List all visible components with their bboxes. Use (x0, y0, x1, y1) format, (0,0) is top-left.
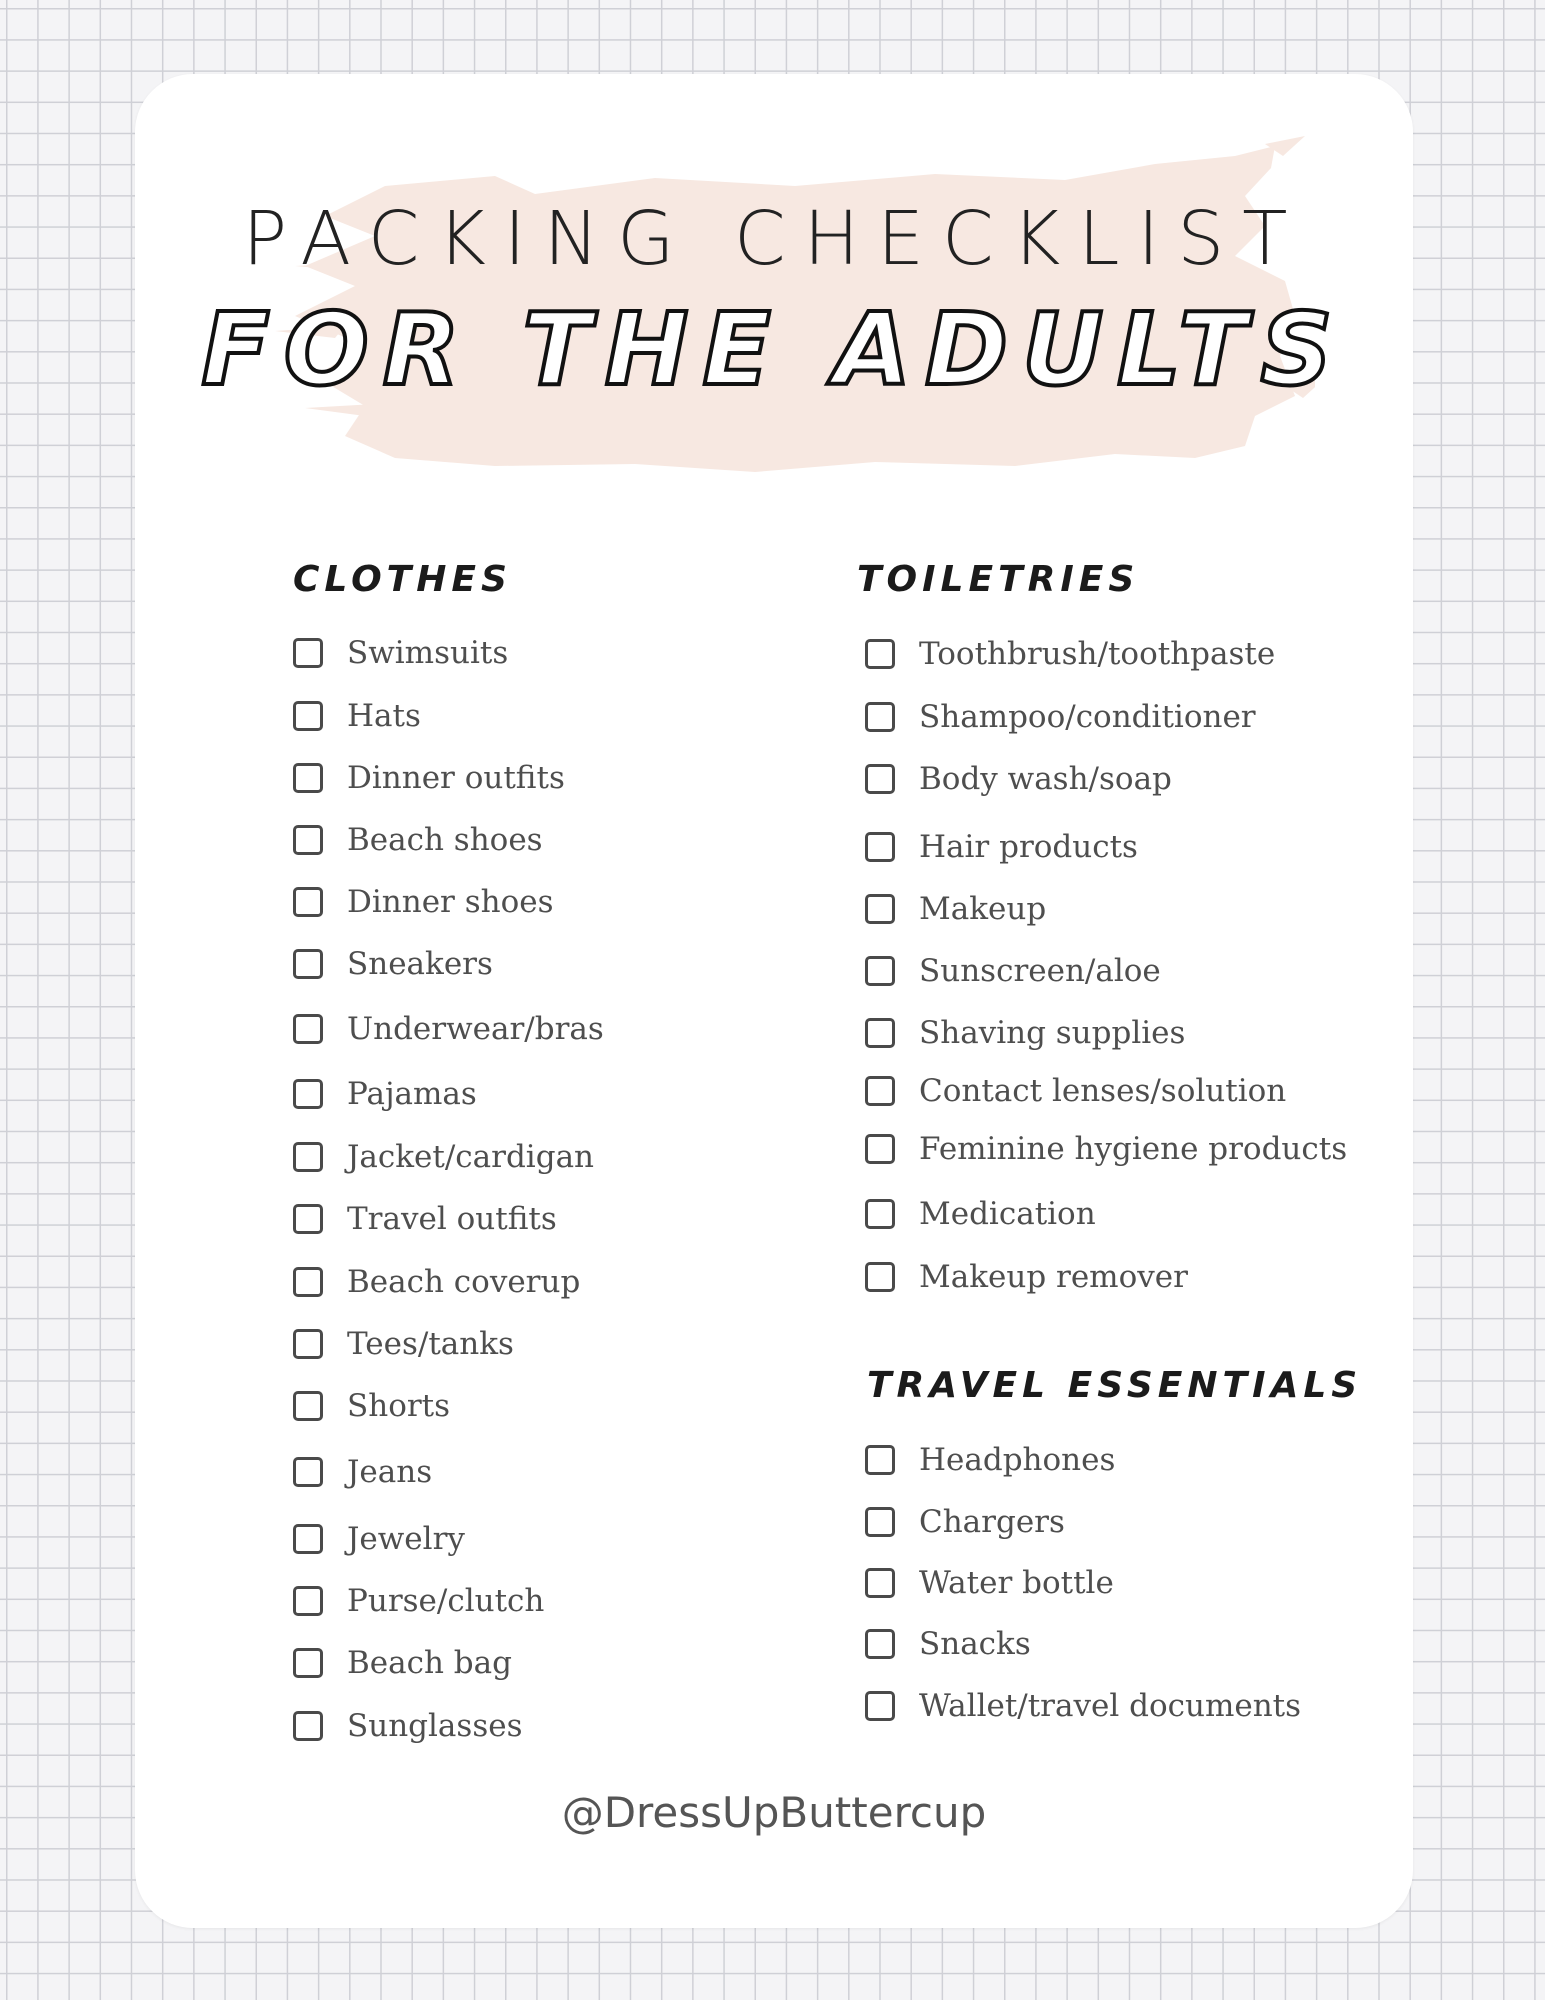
checklist-item-hats[interactable] (293, 696, 421, 736)
checkbox[interactable] (293, 1329, 323, 1359)
checkbox[interactable] (293, 1586, 323, 1616)
footer-social-handle: @DressUpButtercup (561, 1788, 987, 1837)
checkbox[interactable] (293, 1711, 323, 1741)
checkbox[interactable] (293, 1142, 323, 1172)
checkbox[interactable] (865, 1262, 895, 1292)
checklist-item-pajamas[interactable] (293, 1074, 477, 1114)
checkbox[interactable] (293, 1648, 323, 1678)
checkbox[interactable] (293, 1524, 323, 1554)
checkbox[interactable] (865, 1199, 895, 1229)
checklist-item-hair-products[interactable] (865, 827, 1138, 867)
checkbox[interactable] (865, 1691, 895, 1721)
item-label: Jeans (347, 1453, 433, 1490)
item-label: Headphones (919, 1441, 1116, 1478)
checklist-item-water-bottle[interactable] (865, 1563, 1114, 1603)
checklist-item-wallet-travel-documents[interactable] (865, 1686, 1301, 1726)
item-label: Toothbrush/toothpaste (919, 635, 1276, 672)
section-heading-travel-essentials: TRAVEL ESSENTIALS (867, 1365, 1363, 1406)
checklist-item-headphones[interactable] (865, 1440, 1115, 1480)
checklist-item-dinner-shoes[interactable] (293, 882, 554, 922)
checklist-item-beach-shoes[interactable] (293, 820, 543, 860)
checklist-item-sneakers[interactable] (293, 944, 493, 984)
checklist-item-chargers[interactable] (865, 1502, 1065, 1542)
item-label: Makeup remover (919, 1258, 1188, 1295)
item-label: Tees/tanks (347, 1325, 514, 1362)
checkbox[interactable] (293, 638, 323, 668)
item-label: Makeup (919, 890, 1047, 927)
checklist-item-tees-tanks[interactable] (293, 1324, 514, 1364)
item-label: Shaving supplies (919, 1014, 1186, 1051)
checklist-item-dinner-outfits[interactable] (293, 758, 565, 798)
checkbox[interactable] (865, 1629, 895, 1659)
checklist-item-jeans[interactable] (293, 1452, 432, 1492)
item-label: Beach bag (347, 1644, 512, 1681)
item-label: Beach shoes (347, 821, 543, 858)
item-label: Chargers (919, 1503, 1065, 1540)
item-label: Hair products (919, 828, 1138, 865)
checkbox[interactable] (293, 887, 323, 917)
checkbox[interactable] (865, 639, 895, 669)
checklist-item-snacks[interactable] (865, 1624, 1031, 1664)
item-label: Dinner outfits (347, 759, 565, 796)
checklist-item-travel-outfits[interactable] (293, 1199, 557, 1239)
item-label: Jacket/cardigan (347, 1138, 595, 1175)
item-label: Feminine hygiene products (919, 1130, 1348, 1167)
checkbox[interactable] (293, 825, 323, 855)
item-label: Dinner shoes (347, 883, 554, 920)
checklist-item-beach-coverup[interactable] (293, 1262, 580, 1302)
checklist-item-contact-lenses-solution[interactable] (865, 1071, 1286, 1111)
checkbox[interactable] (865, 894, 895, 924)
item-label: Medication (919, 1195, 1096, 1232)
checkbox[interactable] (865, 1018, 895, 1048)
checkbox[interactable] (293, 1267, 323, 1297)
item-label: Sunglasses (347, 1707, 523, 1744)
checklist-item-medication[interactable] (865, 1194, 1096, 1234)
item-label: Travel outfits (347, 1200, 557, 1237)
item-label: Snacks (919, 1625, 1031, 1662)
checklist-item-jacket-cardigan[interactable] (293, 1137, 594, 1177)
checkbox[interactable] (293, 1457, 323, 1487)
checklist-item-shaving-supplies[interactable] (865, 1013, 1185, 1053)
checkbox[interactable] (293, 763, 323, 793)
checkbox[interactable] (865, 832, 895, 862)
section-heading-clothes: CLOTHES (293, 559, 512, 600)
checkbox[interactable] (865, 764, 895, 794)
checkbox[interactable] (865, 702, 895, 732)
item-label: Sneakers (347, 945, 493, 982)
section-heading-toiletries: TOILETRIES (857, 559, 1140, 600)
checkbox[interactable] (865, 1134, 895, 1164)
checklist-item-beach-bag[interactable] (293, 1643, 512, 1683)
checkbox[interactable] (293, 1391, 323, 1421)
checklist-item-makeup[interactable] (865, 889, 1046, 929)
item-label: Body wash/soap (919, 760, 1172, 797)
checkbox[interactable] (293, 1204, 323, 1234)
checklist-item-makeup-remover[interactable] (865, 1257, 1188, 1297)
item-label: Contact lenses/solution (919, 1072, 1287, 1109)
checklist-item-jewelry[interactable] (293, 1519, 465, 1559)
checkbox[interactable] (865, 1507, 895, 1537)
checklist-card (135, 74, 1413, 1928)
item-label: Shampoo/conditioner (919, 698, 1256, 735)
item-label: Hats (347, 697, 421, 734)
checklist-item-shampoo-conditioner[interactable] (865, 697, 1256, 737)
title-for-the-adults: FOR THE ADULTS (201, 291, 1347, 408)
checklist-item-sunscreen-aloe[interactable] (865, 951, 1161, 991)
checklist-item-shorts[interactable] (293, 1386, 450, 1426)
item-label: Sunscreen/aloe (919, 952, 1161, 989)
checklist-item-toothbrush-toothpaste[interactable] (865, 634, 1275, 674)
item-label: Beach coverup (347, 1263, 581, 1300)
checkbox[interactable] (865, 1076, 895, 1106)
checkbox[interactable] (293, 949, 323, 979)
item-label: Shorts (347, 1387, 451, 1424)
checkbox[interactable] (865, 956, 895, 986)
item-label: Swimsuits (347, 634, 509, 671)
checklist-item-underwear-bras[interactable] (293, 1009, 604, 1049)
checklist-item-purse-clutch[interactable] (293, 1581, 544, 1621)
checkbox[interactable] (293, 1014, 323, 1044)
checkbox[interactable] (865, 1445, 895, 1475)
item-label: Pajamas (347, 1075, 477, 1112)
item-label: Water bottle (919, 1564, 1114, 1601)
checklist-item-feminine-hygiene-products[interactable] (865, 1129, 1347, 1169)
checkbox[interactable] (865, 1568, 895, 1598)
checkbox[interactable] (293, 701, 323, 731)
checklist-item-body-wash-soap[interactable] (865, 759, 1172, 799)
item-label: Wallet/travel documents (919, 1687, 1302, 1724)
checkbox[interactable] (293, 1079, 323, 1109)
item-label: Underwear/bras (347, 1010, 604, 1047)
checklist-item-sunglasses[interactable] (293, 1706, 522, 1746)
checklist-item-swimsuits[interactable] (293, 633, 508, 673)
item-label: Purse/clutch (347, 1582, 545, 1619)
title-packing-checklist: PACKING CHECKLIST (242, 196, 1306, 282)
item-label: Jewelry (347, 1520, 465, 1557)
